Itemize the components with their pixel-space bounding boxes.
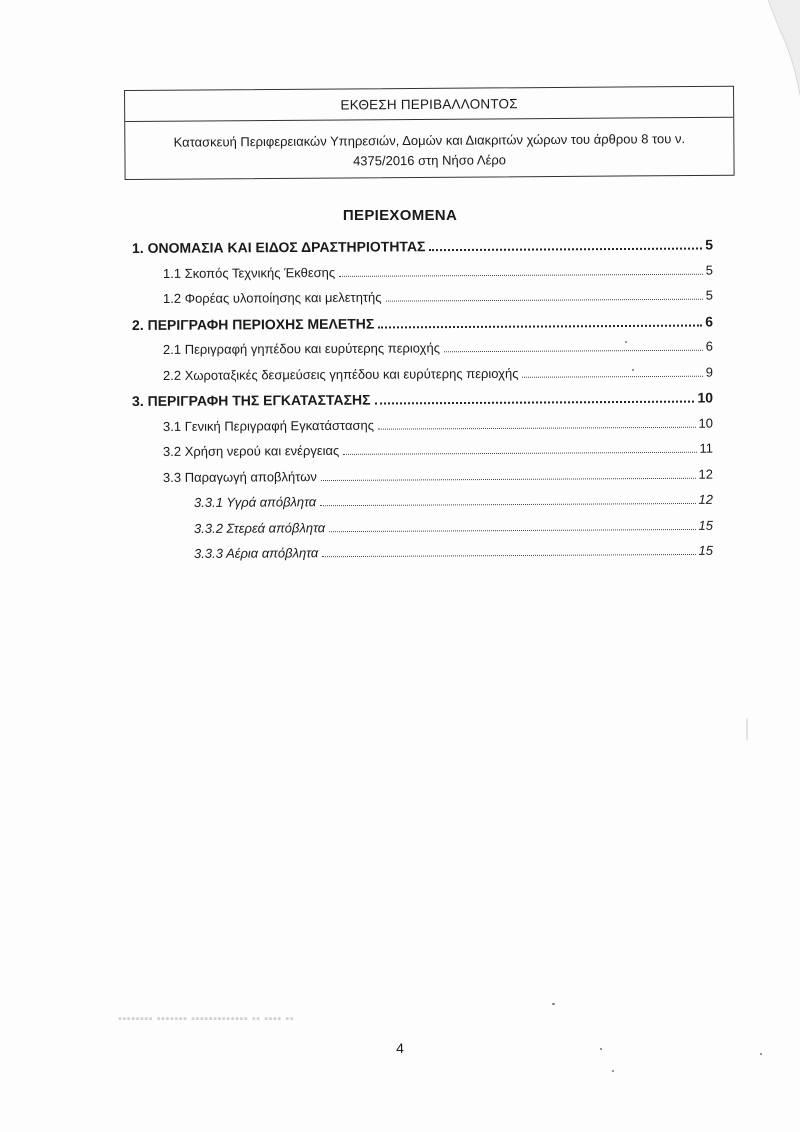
- toc-entry-page: 12: [698, 491, 714, 507]
- toc-entry[interactable]: [194, 543, 713, 561]
- toc-entry-page: 12: [698, 466, 714, 482]
- scan-speck: [746, 718, 748, 740]
- toc-entry[interactable]: [163, 364, 713, 382]
- toc-entry-page: 9: [705, 364, 714, 380]
- toc-entry[interactable]: [194, 517, 713, 535]
- toc-entry[interactable]: [163, 466, 713, 484]
- faded-bleedthrough-stamp: ▪▪▪▪▪▪▪▪ ▪▪▪▪▪▪▪ ▪▪▪▪▪▪▪▪▪▪▪▪▪ ▪▪ ▪▪▪▪ ▪▪: [118, 1013, 295, 1025]
- toc-entry[interactable]: [163, 415, 713, 433]
- toc-entry[interactable]: [194, 492, 713, 510]
- toc-dot-leader: [321, 476, 696, 480]
- scan-speck: [552, 1003, 555, 1005]
- toc-entry-label: 2.2 Χωροταξικές δεσμεύσεις γηπέδου και ευρύτερης περιοχής: [162, 365, 519, 383]
- toc-entry-label: 1. ΟΝΟΜΑΣΙΑ ΚΑΙ ΕΙΔΟΣ ΔΡΑΣΤΗΡΙΟΤΗΤΑΣ: [131, 238, 426, 256]
- toc-dot-leader: [378, 323, 702, 328]
- toc-entry-page: 5: [705, 262, 714, 278]
- toc-entry-page: 10: [698, 415, 714, 431]
- toc-heading: ΠΕΡΙΕΧΟΜΕΝΑ: [342, 207, 458, 224]
- report-subtitle: Κατασκευή Περιφερειακών Υπηρεσιών, Δομών και Διακριτών χώρων του άρθρου 8 του ν. 4375/2016 στη Νήσο Λέρο: [173, 131, 686, 169]
- page-number: 4: [396, 1040, 404, 1056]
- toc-entry-label: 2.1 Περιγραφή γηπέδου και ευρύτερης περιοχής: [162, 340, 441, 357]
- toc-entry-label: 3.3.2 Στερεά απόβλητα: [193, 519, 326, 536]
- toc-entry-label: 3.1 Γενική Περιγραφή Εγκατάστασης: [162, 417, 375, 434]
- toc-entry[interactable]: [132, 389, 713, 409]
- toc-entry-label: 2. ΠΕΡΙΓΡΑΦΗ ΠΕΡΙΟΧΗΣ ΜΕΛΕΤΗΣ: [131, 315, 375, 333]
- scan-speck: [632, 369, 634, 371]
- toc-entry-page: 5: [705, 287, 714, 303]
- toc-entry[interactable]: [163, 339, 713, 357]
- toc-dot-leader: [329, 527, 695, 531]
- toc-dot-leader: [320, 502, 695, 506]
- toc-entry-label: 3. ΠΕΡΙΓΡΑΦΗ ΤΗΣ ΕΓΚΑΤΑΣΤΑΣΗΣ: [131, 391, 371, 409]
- toc-entry-page: 10: [697, 389, 714, 406]
- toc-dot-leader: [343, 451, 696, 455]
- toc-entry-page: 15: [698, 517, 714, 533]
- toc-entry[interactable]: [132, 313, 713, 333]
- toc-entry-label: 3.3.1 Υγρά απόβλητα: [193, 494, 317, 510]
- toc-entry-label: 3.3 Παραγωγή αποβλήτων: [162, 468, 317, 485]
- toc-entry-page: 11: [699, 440, 714, 456]
- toc-entry-page: 15: [698, 542, 714, 558]
- toc-entry-label: 3.3.3 Αέρια απόβλητα: [193, 545, 319, 561]
- toc-entry[interactable]: [132, 236, 713, 256]
- toc-dot-leader: [429, 247, 702, 252]
- toc-entry[interactable]: [163, 441, 713, 459]
- toc-dot-leader: [522, 374, 702, 377]
- toc-entry[interactable]: [163, 288, 713, 306]
- toc-entry-page: 6: [705, 338, 714, 354]
- toc-dot-leader: [339, 272, 703, 276]
- scan-speck: [612, 1070, 614, 1072]
- toc-entry-label: 1.2 Φορέας υλοποίησης και μελετητής: [162, 289, 382, 306]
- toc-entry-page: 6: [705, 312, 714, 329]
- toc-entry-label: 1.1 Σκοπός Τεχνικής Έκθεσης: [162, 264, 336, 281]
- toc-dot-leader: [322, 553, 695, 557]
- scan-speck: [625, 341, 627, 343]
- toc-dot-leader: [444, 349, 703, 353]
- toc-dot-leader: [386, 298, 703, 302]
- scan-speck: [600, 1048, 602, 1050]
- toc-entry-label: 3.2 Χρήση νερού και ενέργειας: [162, 442, 340, 459]
- toc-entry-page: 5: [705, 236, 714, 253]
- toc-dot-leader: [375, 400, 695, 405]
- toc-dot-leader: [378, 425, 696, 429]
- toc-entry[interactable]: [163, 262, 713, 280]
- scan-speck: [760, 1053, 762, 1055]
- report-title: ΕΚΘΕΣΗ ΠΕΡΙΒΑΛΛΟΝΤΟΣ: [340, 96, 518, 113]
